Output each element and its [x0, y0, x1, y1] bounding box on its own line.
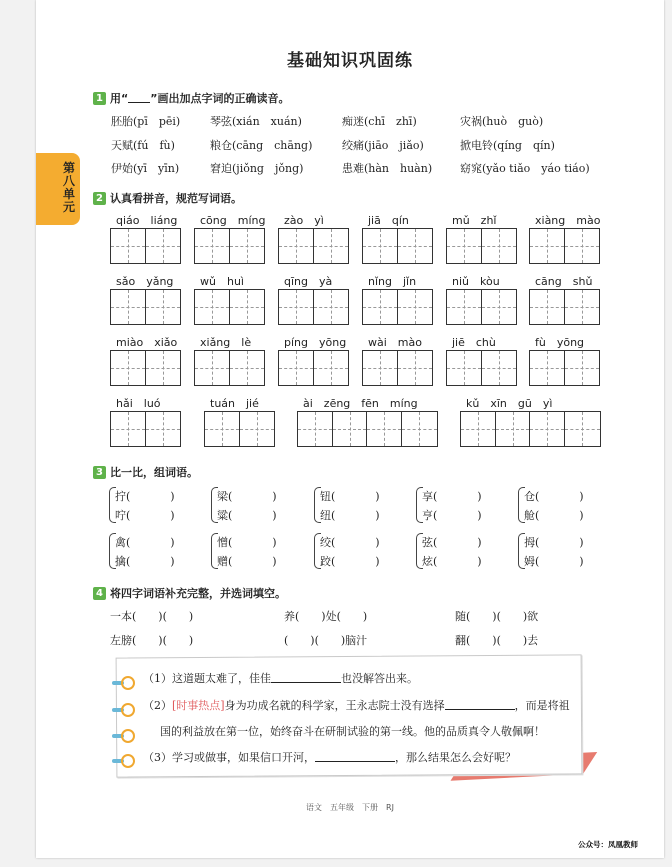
compare-char: 享( [422, 490, 438, 503]
q1-title [93, 90, 289, 106]
compare-close: ) [272, 509, 277, 522]
grid-cell[interactable] [146, 412, 181, 446]
writing-grid[interactable] [110, 350, 181, 386]
idiom-blank[interactable]: ( )( )脑汁 [284, 634, 368, 647]
idiom-blank[interactable]: 随( )( )欲 [455, 610, 539, 623]
grid-cell[interactable] [230, 290, 265, 324]
compare-char: 赠( [217, 555, 233, 568]
pinyin-label: jiā qín [368, 214, 409, 227]
pinyin-label: niǔ kòu [452, 275, 500, 288]
grid-cell[interactable] [447, 351, 482, 385]
grid-cell[interactable] [146, 229, 181, 263]
grid-cell[interactable] [279, 290, 314, 324]
writing-grid[interactable] [362, 350, 433, 386]
pronunciation-item[interactable]: 绞痛(jiāo jiǎo) [342, 139, 424, 152]
watermark: 公众号：凤凰教师 [578, 840, 638, 849]
current-events-tag: [时事热点] [172, 699, 225, 712]
blank-1[interactable] [271, 672, 341, 683]
writing-grid[interactable] [194, 289, 265, 325]
writing-grid[interactable] [204, 411, 275, 447]
grid-cell[interactable] [230, 229, 265, 263]
binder-ring-icon [121, 703, 135, 717]
idiom-blank[interactable]: 养( )处( ) [284, 610, 368, 623]
compare-char: 钮( [320, 490, 336, 503]
pronunciation-item[interactable]: 痴迷(chī zhī) [342, 115, 417, 128]
q2-label: 认真看拼音，规范写词语。 [110, 192, 242, 205]
compare-close: ) [272, 536, 277, 549]
writing-grid[interactable] [446, 228, 517, 264]
grid-cell[interactable] [565, 290, 600, 324]
compare-char: 拇( [524, 536, 540, 549]
pinyin-label: miào xiǎo [116, 336, 178, 349]
compare-word[interactable] [217, 507, 277, 523]
q2-number: 2 [93, 192, 106, 205]
grid-cell[interactable] [111, 290, 146, 324]
writing-grid[interactable] [194, 350, 265, 386]
grid-cell[interactable] [482, 351, 517, 385]
pinyin-label: nǐng jǐn [368, 275, 417, 288]
q1-number: 1 [93, 92, 106, 105]
compare-close: ) [579, 509, 584, 522]
grid-cell[interactable] [205, 412, 240, 446]
compare-word[interactable] [524, 553, 584, 569]
sentence-2-c: ，而是将祖 [514, 699, 570, 712]
q3-label: 比一比，组词语。 [110, 466, 198, 479]
pronunciation-item[interactable]: 窈窕(yǎo tiǎo yáo tiáo) [460, 162, 590, 175]
pinyin-label: wài mào [368, 336, 422, 349]
grid-cell[interactable] [111, 229, 146, 263]
pinyin-label: ài zēng fēn míng [303, 397, 418, 410]
compare-word[interactable] [320, 507, 380, 523]
compare-close: ) [579, 490, 584, 503]
compare-close: ) [375, 555, 380, 568]
writing-grid[interactable] [529, 289, 600, 325]
binder-ring-icon [121, 729, 135, 743]
compare-char: 擒( [115, 555, 131, 568]
compare-close: ) [272, 555, 277, 568]
compare-close: ) [170, 490, 175, 503]
writing-grid[interactable] [460, 411, 601, 447]
compare-char: 跤( [320, 555, 336, 568]
compare-word[interactable] [115, 507, 175, 523]
grid-cell[interactable] [314, 290, 349, 324]
compare-word[interactable] [422, 488, 482, 504]
grid-cell[interactable] [461, 412, 496, 446]
sentence-3 [143, 749, 516, 765]
pronunciation-item[interactable]: 胚胎(pī pēi) [111, 115, 181, 128]
sentence-2-b: 身为功成名就的科学家，王永志院士没有选择 [224, 699, 445, 712]
binder-ring-icon [121, 676, 135, 690]
grid-cell[interactable] [565, 229, 600, 263]
compare-word[interactable] [320, 488, 380, 504]
grid-cell[interactable] [314, 229, 349, 263]
compare-close: ) [477, 555, 482, 568]
compare-char: 仓( [524, 490, 540, 503]
sentence-2-cont: 国的利益放在第一位，始终奋斗在研制试验的第一线。他的品质真令人敬佩啊！ [160, 725, 545, 738]
grid-cell[interactable] [530, 351, 565, 385]
grid-cell[interactable] [279, 351, 314, 385]
unit-tab-label: 第八单元 [63, 161, 76, 214]
grid-cell[interactable] [363, 351, 398, 385]
grid-cell[interactable] [565, 412, 600, 446]
pinyin-label: qiáo liáng [116, 214, 178, 227]
compare-word[interactable] [217, 553, 277, 569]
sentence-2-a: （2） [143, 699, 172, 712]
compare-close: ) [477, 490, 482, 503]
pinyin-label: hǎi luó [116, 397, 161, 410]
writing-grid[interactable] [110, 411, 181, 447]
pinyin-label: píng yōng [284, 336, 347, 349]
sentence-1 [143, 670, 418, 686]
pronunciation-item[interactable]: 患难(hàn huàn) [342, 162, 433, 175]
grid-cell[interactable] [195, 229, 230, 263]
grid-cell[interactable] [146, 290, 181, 324]
pronunciation-item[interactable]: 伊始(yī yīn) [111, 162, 180, 175]
compare-word[interactable] [320, 534, 380, 550]
compare-char: 姆( [524, 555, 540, 568]
compare-close: ) [579, 536, 584, 549]
blank-3[interactable] [315, 751, 395, 762]
pinyin-label: fù yōng [535, 336, 585, 349]
grid-cell[interactable] [333, 412, 368, 446]
pinyin-label: tuán jié [210, 397, 259, 410]
pinyin-label: cāng shǔ [535, 275, 593, 288]
compare-close: ) [579, 555, 584, 568]
sentence-1-b: 也没解答出来。 [341, 672, 418, 685]
sentence-3-b: ，那么结果怎么会好呢？ [395, 751, 516, 764]
pinyin-label: sǎo yǎng [116, 275, 174, 288]
compare-char: 拧( [115, 490, 131, 503]
grid-cell[interactable] [398, 351, 433, 385]
unit-tab [36, 153, 80, 225]
pronunciation-item[interactable]: 粮仓(cāng chāng) [210, 139, 313, 152]
pronunciation-item[interactable]: 琴弦(xián xuán) [210, 115, 302, 128]
compare-close: ) [170, 555, 175, 568]
blank-2[interactable] [445, 699, 515, 710]
pinyin-label: kǔ xīn gū yì [466, 397, 553, 410]
grid-cell[interactable] [279, 229, 314, 263]
q4-number: 4 [93, 587, 106, 600]
compare-word[interactable] [115, 488, 175, 504]
writing-grid[interactable] [110, 289, 181, 325]
q1-label-b: ”画出加点字词的正确读音。 [150, 92, 290, 105]
grid-cell[interactable] [230, 351, 265, 385]
compare-word[interactable] [422, 507, 482, 523]
writing-grid[interactable] [278, 350, 349, 386]
idiom-blank[interactable]: 一本( )( ) [110, 610, 194, 623]
compare-char: 憎( [217, 536, 233, 549]
q1-label-a: 用“ [110, 92, 129, 105]
sentence-1-a: （1）这道题太难了，佳佳 [143, 672, 271, 685]
writing-grid[interactable] [529, 350, 600, 386]
sentence-2 [143, 697, 570, 713]
pinyin-label: mǔ zhǐ [452, 214, 497, 227]
compare-word[interactable] [524, 534, 584, 550]
q4-title [93, 585, 286, 601]
grid-cell[interactable] [530, 229, 565, 263]
grid-cell[interactable] [447, 229, 482, 263]
compare-word[interactable] [115, 534, 175, 550]
grid-cell[interactable] [402, 412, 437, 446]
pinyin-label: zào yì [284, 214, 324, 227]
grid-cell[interactable] [530, 412, 565, 446]
grid-cell[interactable] [195, 351, 230, 385]
compare-close: ) [477, 536, 482, 549]
q4-label: 将四字词语补充完整，并选词填空。 [110, 587, 286, 600]
compare-word[interactable] [320, 553, 380, 569]
grid-cell[interactable] [398, 229, 433, 263]
writing-grid[interactable] [446, 289, 517, 325]
compare-close: ) [375, 536, 380, 549]
grid-cell[interactable] [482, 229, 517, 263]
grid-cell[interactable] [482, 290, 517, 324]
compare-char: 纽( [320, 509, 336, 522]
writing-grid[interactable] [278, 228, 349, 264]
writing-grid[interactable] [362, 228, 433, 264]
sentence-3-a: （3）学习或做事，如果信口开河， [143, 751, 315, 764]
compare-char: 弦( [422, 536, 438, 549]
writing-grid[interactable] [194, 228, 265, 264]
underline-sample [128, 92, 150, 103]
grid-cell[interactable] [146, 351, 181, 385]
pinyin-label: xiàng mào [535, 214, 601, 227]
writing-grid[interactable] [297, 411, 438, 447]
compare-close: ) [375, 490, 380, 503]
compare-word[interactable] [422, 534, 482, 550]
idiom-blank[interactable]: 翻( )( )去 [455, 634, 539, 647]
pinyin-label: cōng míng [200, 214, 266, 227]
grid-cell[interactable] [111, 412, 146, 446]
grid-cell[interactable] [398, 290, 433, 324]
page-title: 基础知识巩固练 [287, 51, 413, 71]
compare-word[interactable] [115, 553, 175, 569]
pinyin-label: xiǎng lè [200, 336, 252, 349]
pinyin-label: qīng yà [284, 275, 333, 288]
compare-char: 亨( [422, 509, 438, 522]
compare-word[interactable] [524, 507, 584, 523]
grid-cell[interactable] [530, 290, 565, 324]
grid-cell[interactable] [195, 290, 230, 324]
q3-title [93, 464, 198, 480]
compare-word[interactable] [422, 553, 482, 569]
writing-grid[interactable] [278, 289, 349, 325]
grid-cell[interactable] [367, 412, 402, 446]
writing-grid[interactable] [362, 289, 433, 325]
pronunciation-item[interactable]: 灾祸(huò guò) [460, 115, 544, 128]
compare-char: 梁( [217, 490, 233, 503]
binder-ring-icon [121, 754, 135, 768]
idiom-blank[interactable]: 左膀( )( ) [110, 634, 194, 647]
pronunciation-item[interactable]: 掀电铃(qíng qín) [460, 139, 555, 152]
compare-char: 炫( [422, 555, 438, 568]
compare-word[interactable] [217, 488, 277, 504]
grid-cell[interactable] [111, 351, 146, 385]
compare-close: ) [477, 509, 482, 522]
grid-cell[interactable] [363, 290, 398, 324]
writing-grid[interactable] [110, 228, 181, 264]
grid-cell[interactable] [240, 412, 275, 446]
grid-cell[interactable] [447, 290, 482, 324]
compare-close: ) [170, 509, 175, 522]
compare-char: 舱( [524, 509, 540, 522]
grid-cell[interactable] [298, 412, 333, 446]
grid-cell[interactable] [496, 412, 531, 446]
grid-cell[interactable] [314, 351, 349, 385]
compare-word[interactable] [524, 488, 584, 504]
writing-grid[interactable] [446, 350, 517, 386]
page-footer: 语文 五年级 下册 RJ [306, 803, 394, 812]
compare-char: 粱( [217, 509, 233, 522]
grid-cell[interactable] [565, 351, 600, 385]
grid-cell[interactable] [363, 229, 398, 263]
compare-word[interactable] [217, 534, 277, 550]
writing-grid[interactable] [529, 228, 600, 264]
q2-title [93, 190, 242, 206]
pinyin-label: wǔ huì [200, 275, 244, 288]
pinyin-label: jiē chù [452, 336, 496, 349]
q3-number: 3 [93, 466, 106, 479]
compare-char: 禽( [115, 536, 131, 549]
compare-close: ) [170, 536, 175, 549]
pronunciation-item[interactable]: 天赋(fú fù) [111, 139, 175, 152]
compare-close: ) [272, 490, 277, 503]
compare-char: 咛( [115, 509, 131, 522]
pronunciation-item[interactable]: 窘迫(jiǒng jǒng) [210, 162, 304, 175]
compare-char: 绞( [320, 536, 336, 549]
compare-close: ) [375, 509, 380, 522]
